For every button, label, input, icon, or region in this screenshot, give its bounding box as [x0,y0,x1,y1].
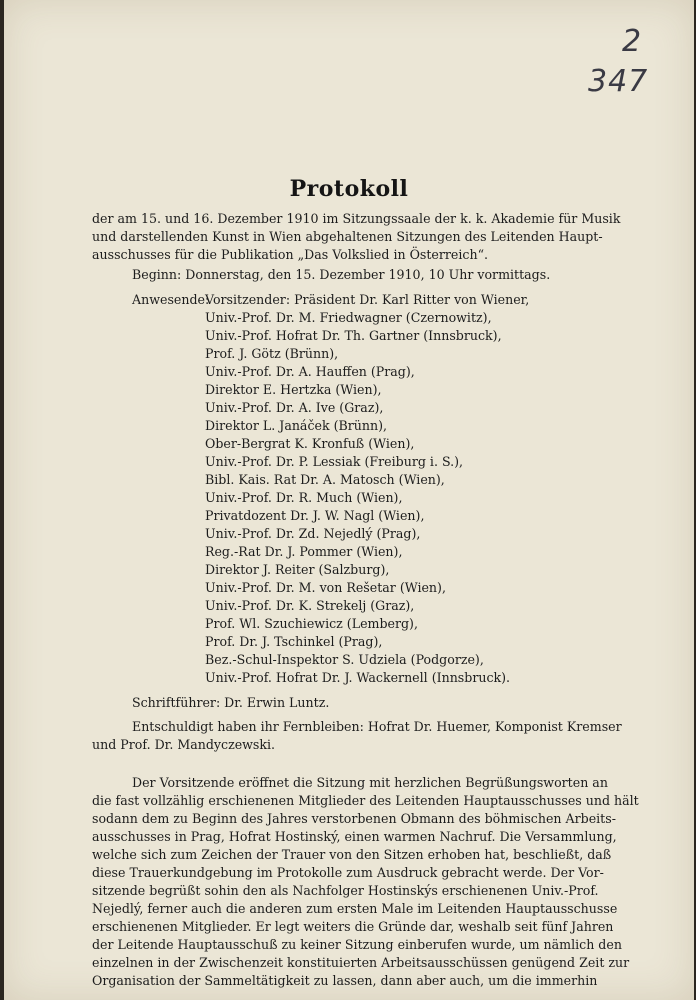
body-line: Nejedlý, ferner auch die anderen zum ersten Male im Leitenden Hauptausschusse [92,901,618,916]
attendees-label: Anwesende: [132,292,210,307]
attendee-entry: Univ.-Prof. Dr. M. von Rešetar (Wien), [205,580,446,595]
body-line: einzelnen in der Zwischenzeit konstituierten Arbeitsausschüssen genügend Zeit zur [92,955,630,970]
document-title: Protokoll [289,176,409,202]
document-page [4,0,694,1000]
secretary-line: Schriftführer: Dr. Erwin Luntz. [132,695,330,710]
attendee-entry: Univ.-Prof. Dr. P. Lessiak (Freiburg i. S.), [205,454,464,469]
attendee-entry: Univ.-Prof. Hofrat Dr. J. Wackernell (Innsbruck). [205,670,511,685]
attendee-entry: Univ.-Prof. Hofrat Dr. Th. Gartner (Innsbruck), [205,328,502,343]
body-line: welche sich zum Zeichen der Trauer von den Sitzen erhoben hat, beschließt, daß [92,847,612,862]
attendee-entry: Privatdozent Dr. J. W. Nagl (Wien), [205,508,425,523]
attendee-entry: Vorsitzender: Präsident Dr. Karl Ritter von Wiener, [205,292,530,307]
body-line: sitzende begrüßt sohin den als Nachfolger Hostinskýs erschienenen Univ.-Prof. [92,883,599,898]
body-line: der Leitende Hauptausschuß zu keiner Sitzung einberufen wurde, um nämlich den [92,937,622,952]
attendee-entry: Prof. J. Götz (Brünn), [205,346,339,361]
excused-line: und Prof. Dr. Mandyczewski. [92,737,276,752]
body-line: sodann dem zu Beginn des Jahres verstorbenen Obmann des böhmischen Arbeits- [92,811,616,826]
attendee-entry: Ober-Bergrat K. Kronfuß (Wien), [205,436,415,451]
attendee-entry: Univ.-Prof. Dr. M. Friedwagner (Czernowitz), [205,310,492,325]
body-line: die fast vollzählig erschienenen Mitglieder des Leitenden Hauptausschusses und hält [92,793,639,808]
attendee-entry: Bez.-Schul-Inspektor S. Udziela (Podgorze), [205,652,484,667]
attendee-entry: Prof. Wl. Szuchiewicz (Lemberg), [205,616,418,631]
body-line: Organisation der Sammeltätigkeit zu lassen, dann aber auch, um die immerhin [92,973,598,988]
intro-line: der am 15. und 16. Dezember 1910 im Sitzungssaale der k. k. Akademie für Musik [92,211,621,226]
body-line: diese Trauerkundgebung im Protokolle zum Ausdruck gebracht werde. Der Vor- [92,865,604,880]
attendee-entry: Direktor J. Reiter (Salzburg), [205,562,390,577]
attendee-entry: Univ.-Prof. Dr. Zd. Nejedlý (Prag), [205,526,421,541]
excused-line: Entschuldigt haben ihr Fernbleiben: Hofrat Dr. Huemer, Komponist Kremser [132,719,622,734]
handwritten-folio-number: 347 [588,64,649,99]
attendee-entry: Univ.-Prof. Dr. K. Strekelj (Graz), [205,598,415,613]
intro-line: und darstellenden Kunst in Wien abgehaltenen Sitzungen des Leitenden Haupt- [92,229,603,244]
handwritten-page-number: 2 [622,24,642,59]
attendee-entry: Reg.-Rat Dr. J. Pommer (Wien), [205,544,403,559]
attendee-entry: Direktor E. Hertzka (Wien), [205,382,382,397]
attendee-entry: Univ.-Prof. Dr. A. Ive (Graz), [205,400,384,415]
attendee-entry: Bibl. Kais. Rat Dr. A. Matosch (Wien), [205,472,445,487]
attendee-entry: Univ.-Prof. Dr. A. Hauffen (Prag), [205,364,415,379]
attendee-entry: Univ.-Prof. Dr. R. Much (Wien), [205,490,403,505]
body-line: erschienenen Mitglieder. Er legt weiters die Gründe dar, weshalb seit fünf Jahren [92,919,614,934]
session-start: Beginn: Donnerstag, den 15. Dezember 1910, 10 Uhr vormittags. [132,267,551,282]
attendee-entry: Prof. Dr. J. Tschinkel (Prag), [205,634,383,649]
attendee-entry: Direktor L. Janáček (Brünn), [205,418,388,433]
body-line: ausschusses in Prag, Hofrat Hostinský, einen warmen Nachruf. Die Versammlung, [92,829,617,844]
body-line: Der Vorsitzende eröffnet die Sitzung mit herzlichen Begrüßungsworten an [132,775,608,790]
intro-line: ausschusses für die Publikation „Das Volkslied in Österreich“. [92,247,489,262]
